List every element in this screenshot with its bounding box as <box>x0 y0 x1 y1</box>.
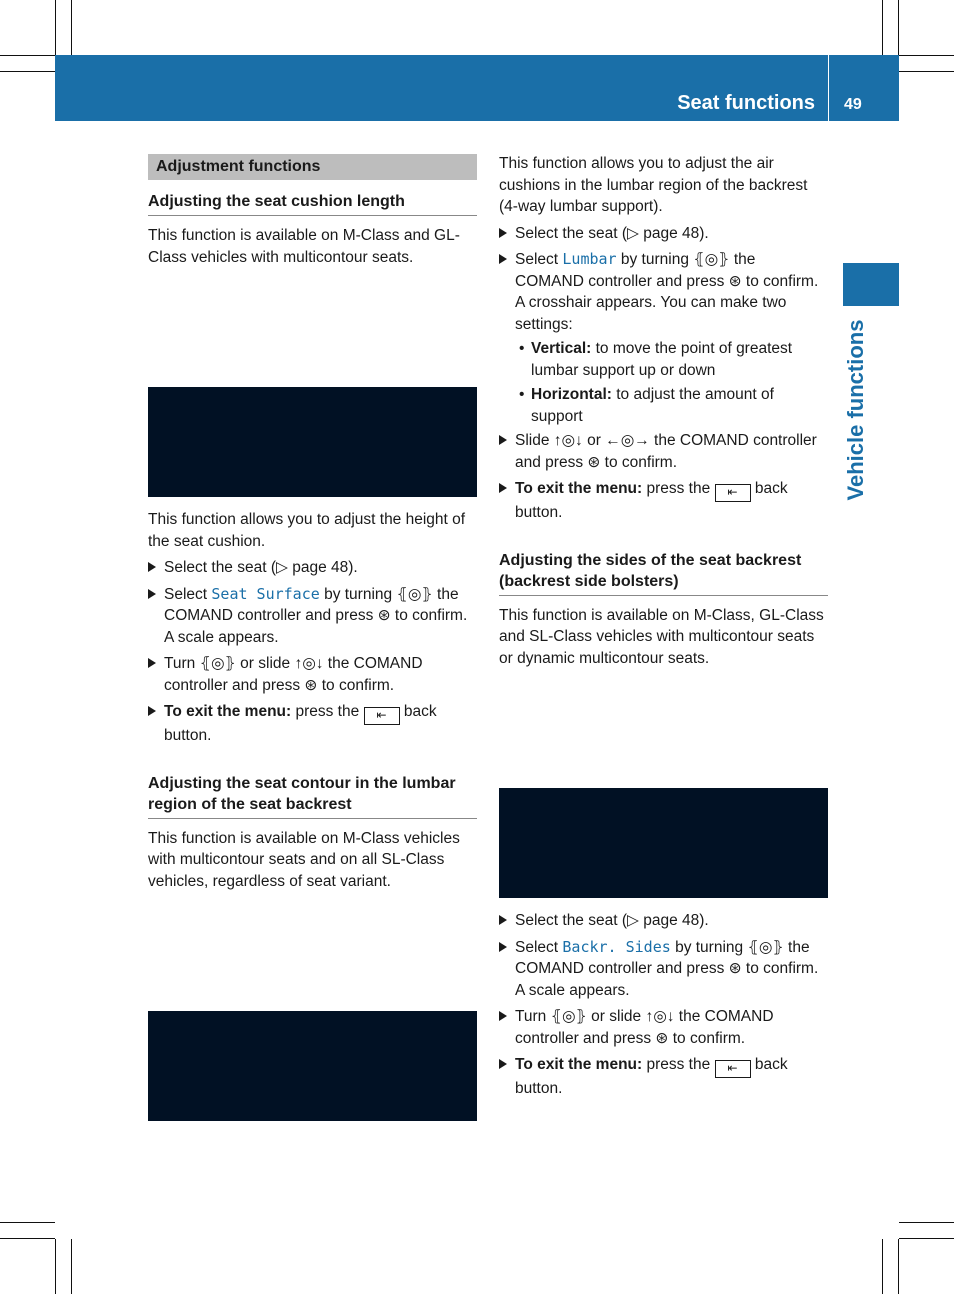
header-title: Seat functions <box>677 92 815 114</box>
step-text: Select the seat (▷ page 48). <box>515 912 709 929</box>
step-arrow-icon <box>499 1011 507 1021</box>
step-bold: To exit the menu: <box>515 480 643 497</box>
illustration-space <box>148 268 477 387</box>
step-text: press the <box>642 1056 715 1073</box>
step <box>148 584 477 649</box>
cushion-intro: This function is available on M-Class and GL-Class vehicles with multicontour seats. <box>148 227 460 266</box>
step-arrow-icon <box>148 706 156 716</box>
step-text: by turning ⦃◎⦄ the COMAND controller and press ⊛ to confirm. <box>164 585 468 624</box>
crop-mark <box>899 71 954 72</box>
step-text: Select <box>515 251 563 268</box>
comand-display-screenshot <box>499 788 828 898</box>
step-text: Select the seat (▷ page 48). <box>515 224 709 242</box>
crop-mark <box>898 1239 899 1294</box>
crop-mark <box>899 1222 954 1223</box>
heading-cushion-length: Adjusting the seat cushion length <box>148 191 477 216</box>
step-text: back button. <box>515 1056 788 1097</box>
section-title: Adjustment functions <box>148 154 477 180</box>
back-button-icon: ⇤ <box>364 707 400 725</box>
crop-mark <box>55 0 56 55</box>
step-text: Select the seat (▷ page 48). <box>164 559 358 576</box>
lumbar-intro: This function is available on M-Class vehicles with multicontour seats and on all SL-Class vehicles, regardless of seat variant. <box>148 829 460 890</box>
step-bold: To exit the menu: <box>164 703 292 720</box>
step-text: by turning ⦃◎⦄ the COMAND controller and press ⊛ to confirm. <box>515 251 819 290</box>
heading-side-bolsters: Adjusting the sides of the seat backrest (backrest side bolsters) <box>499 550 828 596</box>
bullet-bold: Vertical: <box>531 340 592 357</box>
crop-mark <box>71 0 72 55</box>
page-header <box>55 55 899 121</box>
step-text: Select <box>164 585 212 603</box>
page-number: 49 <box>844 96 862 113</box>
crop-mark <box>0 55 55 56</box>
step <box>148 557 477 579</box>
bullet-dot: • <box>519 386 525 403</box>
bullet-text: to move the point of greatest lumbar support up or down <box>531 340 793 379</box>
comand-display-screenshot <box>148 387 477 497</box>
right-column <box>499 153 828 1100</box>
crop-mark <box>0 71 55 72</box>
step-note: A scale appears. <box>164 628 279 646</box>
bullet-dot: • <box>519 340 525 357</box>
step-arrow-icon <box>499 483 507 493</box>
back-button-icon: ⇤ <box>715 1060 751 1078</box>
crop-mark <box>899 55 954 56</box>
lumbar-desc: This function allows you to adjust the air cushions in the lumbar region of the backrest (4-way lumbar support). <box>499 155 808 215</box>
crop-mark <box>899 1238 954 1239</box>
illustration-space <box>148 892 477 1011</box>
step <box>499 1054 828 1100</box>
crop-mark <box>71 1239 72 1294</box>
step-text: press the <box>291 703 364 720</box>
step-text: Turn ⦃◎⦄ or slide ↑◎↓ the COMAND controller and press ⊛ to confirm. <box>515 1008 774 1047</box>
step <box>499 1006 828 1049</box>
back-button-icon: ⇤ <box>715 484 751 502</box>
crop-mark <box>0 1222 55 1223</box>
step-arrow-icon <box>499 915 507 925</box>
step-arrow-icon <box>499 942 507 952</box>
bolsters-intro: This function is available on M-Class, GL-Class and SL-Class vehicles with multicontour seats or dynamic multicontour seats. <box>499 606 824 667</box>
step-text: by turning ⦃◎⦄ the COMAND controller and press ⊛ to confirm. <box>515 938 819 977</box>
step-arrow-icon <box>148 589 156 599</box>
step <box>148 701 477 747</box>
header-separator <box>828 55 829 121</box>
crop-mark <box>882 0 883 55</box>
crop-mark <box>55 1239 56 1294</box>
step <box>499 910 828 932</box>
step-arrow-icon <box>499 1059 507 1069</box>
heading-lumbar: Adjusting the seat contour in the lumbar region of the seat backrest <box>148 773 477 819</box>
step-arrow-icon <box>499 435 507 445</box>
crop-mark <box>0 1238 55 1239</box>
cushion-desc: This function allows you to adjust the height of the seat cushion. <box>148 511 466 550</box>
menu-item-seat-surface: Seat Surface <box>211 584 320 603</box>
step-arrow-icon <box>499 228 507 238</box>
step-text: Select <box>515 938 563 956</box>
step <box>499 223 828 245</box>
bullet-bold: Horizontal: <box>531 386 612 403</box>
step <box>499 249 828 427</box>
step-text: back button. <box>515 480 788 521</box>
bullet <box>515 338 828 381</box>
step-text: Turn ⦃◎⦄ or slide ↑◎↓ the COMAND controller and press ⊛ to confirm. <box>164 655 423 694</box>
illustration-space <box>499 669 828 788</box>
chapter-tab <box>843 263 899 306</box>
step-text: press the <box>642 480 715 497</box>
step <box>499 937 828 1002</box>
left-column <box>148 154 477 1121</box>
bullet <box>515 384 828 427</box>
crop-mark <box>898 0 899 55</box>
crop-mark <box>882 1239 883 1294</box>
step-text: back button. <box>164 703 437 744</box>
comand-display-screenshot <box>148 1011 477 1121</box>
menu-item-backr-sides: Backr. Sides <box>562 937 671 956</box>
step-note: A scale appears. <box>515 981 630 999</box>
step <box>499 430 828 473</box>
step-bold: To exit the menu: <box>515 1056 643 1073</box>
step-arrow-icon <box>499 254 507 264</box>
step-note: A crosshair appears. You can make two settings: <box>515 294 787 333</box>
step <box>148 653 477 696</box>
bullet-text: to adjust the amount of support <box>531 386 774 425</box>
step-text: Slide ↑◎↓ or ←◎→ the COMAND controller and press ⊛ to confirm. <box>515 432 817 471</box>
step-arrow-icon <box>148 658 156 668</box>
chapter-label: Vehicle functions <box>843 319 868 501</box>
menu-item-lumbar: Lumbar <box>562 250 617 268</box>
step <box>499 478 828 524</box>
step-arrow-icon <box>148 562 156 572</box>
